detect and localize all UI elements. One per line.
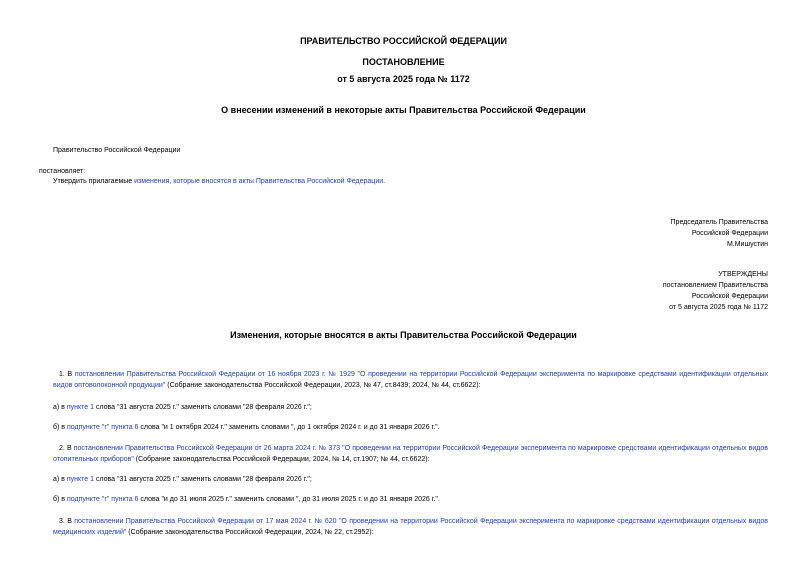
document-type: ПОСТАНОВЛЕНИЕ bbox=[362, 57, 445, 67]
item-1-sub-b: б) в подпункте "г" пункта 6 слова "и 1 октября 2024 г." заменить словами ", до 1 октября 2024 г. и до 31 января 2026 г.". bbox=[53, 424, 440, 431]
item-2-sub-a: а) в пункте 1 слова "31 августа 2025 г." заменить словами "28 февраля 2026 г."; bbox=[53, 476, 312, 483]
preamble-decides: постановляет: bbox=[39, 168, 86, 175]
document-title: О внесении изменений в некоторые акты Правительства Российской Федерации bbox=[221, 105, 586, 115]
signature-org: Российской Федерации bbox=[691, 230, 768, 237]
item-1-sub-a-link[interactable]: пункте 1 bbox=[66, 404, 94, 411]
signature-name: М.Мишустин bbox=[726, 241, 768, 248]
document-date-number: от 5 августа 2025 года № 1172 bbox=[337, 74, 470, 84]
item-3: 3. В постановлении Правительства Российской Федерации от 17 мая 2024 г. № 620 "О проведении на территории Российской Федерации эксперимента по маркировке средствами идентификации отдельных видов медицинских изделий" (Собрание законодательства Российской Федерации, 2024, № 22, ст.2952): bbox=[53, 518, 768, 536]
item-2-sub-a-link[interactable]: пункте 1 bbox=[66, 476, 94, 483]
item-1: 1. В постановлении Правительства Российской Федерации от 16 ноября 2023 г. № 1929 "О проведении на территории Российской Федерации эксперимента по маркировке средствами идентификации отдельных видов оптоволоконной продукции" (Собрание законодательства Российской Федерации, 2023, № 47, ст.8439; 2024, № 44, ст.6622): bbox=[53, 371, 768, 389]
changes-title: Изменения, которые вносятся в акты Правительства Российской Федерации bbox=[230, 330, 577, 340]
item-1-act-link[interactable]: постановлении Правительства Российской Федерации от 16 ноября 2023 г. № 1929 "О проведении на территории Российской Федерации эксперимента по маркировке средствами идентификации отдельных видов оптоволоконной продукции" bbox=[53, 371, 768, 389]
item-1-sub-a: а) в пункте 1 слова "31 августа 2025 г." заменить словами "28 февраля 2026 г."; bbox=[53, 404, 312, 411]
government-heading: ПРАВИТЕЛЬСТВО РОССИЙСКОЙ ФЕДЕРАЦИИ bbox=[300, 36, 507, 46]
item-2-act-link[interactable]: постановлении Правительства Российской Федерации от 26 марта 2024 г. № 373 "О проведении на территории Российской Федерации эксперимента по маркировке средствами идентификации отдельных видов отопительных приборов" bbox=[53, 445, 768, 463]
approved-by: постановлением Правительства bbox=[662, 282, 768, 289]
item-1-sub-b-link[interactable]: подпункте "г" пункта 6 bbox=[66, 424, 139, 431]
preamble-government: Правительство Российской Федерации bbox=[53, 147, 181, 154]
approved-date: от 5 августа 2025 года № 1172 bbox=[669, 304, 768, 311]
approve-paragraph: Утвердить прилагаемые изменения, которые вносятся в акты Правительства Российской Федерации. bbox=[53, 178, 386, 185]
signature-position: Председатель Правительства bbox=[670, 219, 768, 226]
item-2-sub-b: б) в подпункте "г" пункта 6 слова "и до 31 июля 2025 г." заменить словами ", до 31 июля 2025 г. и до 31 января 2026 г.". bbox=[53, 496, 440, 503]
item-2: 2. В постановлении Правительства Российской Федерации от 26 марта 2024 г. № 373 "О проведении на территории Российской Федерации эксперимента по маркировке средствами идентификации отдельных видов отопительных приборов" (Собрание законодательства Российской Федерации, 2024, № 14, ст.1907; № 44, ст.6622): bbox=[53, 445, 768, 463]
item-3-act-link[interactable]: постановлении Правительства Российской Федерации от 17 мая 2024 г. № 620 "О проведении на территории Российской Федерации эксперимента по маркировке средствами идентификации отдельных видов медицинских изделий" bbox=[53, 518, 768, 536]
approved-changes-link[interactable]: изменения, которые вносятся в акты Правительства Российской Федерации bbox=[134, 178, 384, 185]
approved-label: УТВЕРЖДЕНЫ bbox=[718, 271, 768, 278]
item-2-sub-b-link[interactable]: подпункте "г" пункта 6 bbox=[66, 496, 139, 503]
approved-org: Российской Федерации bbox=[691, 293, 768, 300]
